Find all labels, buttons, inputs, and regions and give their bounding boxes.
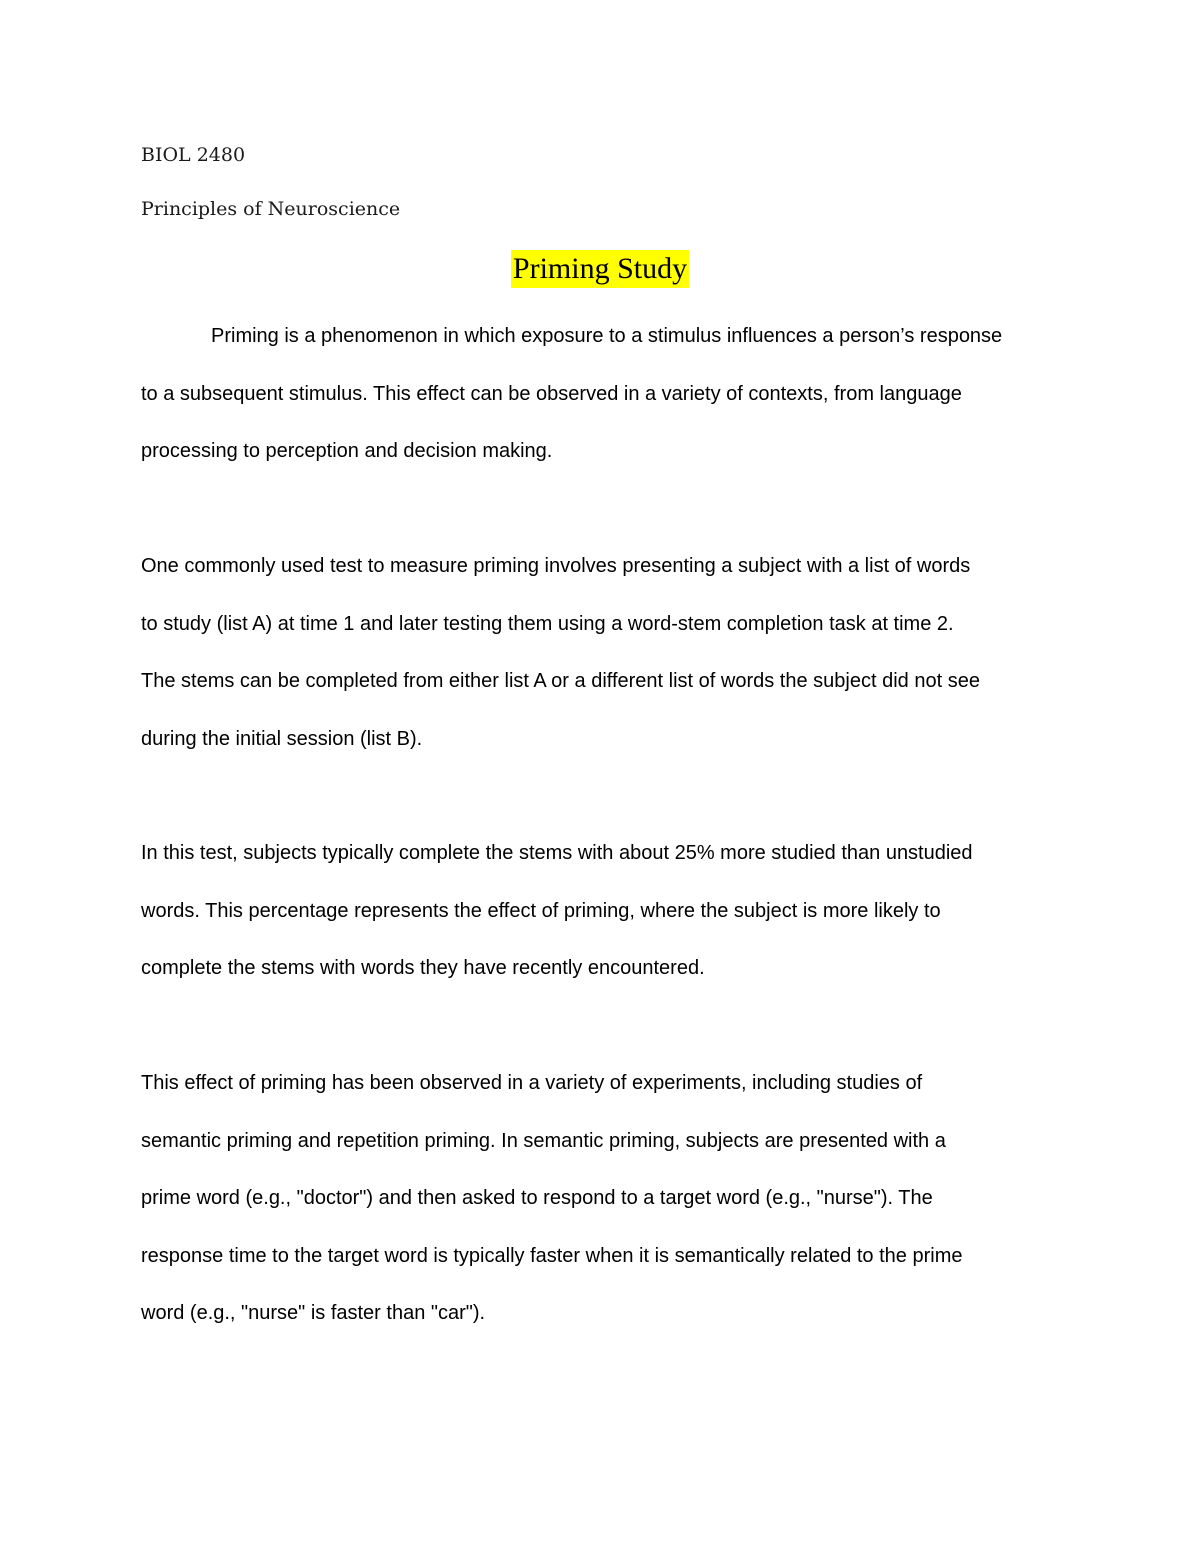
paragraph-line: complete the stems with words they have recently encountered. <box>141 957 705 979</box>
paragraph-line: response time to the target word is typically faster when it is semantically related to the prime <box>141 1244 963 1267</box>
paragraph-line: prime word (e.g., "doctor") and then asked to respond to a target word (e.g., "nurse"). The <box>141 1187 933 1209</box>
paragraph-line: to study (list A) at time 1 and later testing them using a word-stem completion task at time 2. <box>141 612 954 635</box>
paragraph-line: during the initial session (list B). <box>141 727 423 750</box>
paragraph-line: In this test, subjects typically complete the stems with about 25% more studied than unstudied <box>141 842 973 864</box>
paragraph-line: to a subsequent stimulus. This effect can be observed in a variety of contexts, from language <box>141 382 962 405</box>
paragraph <box>141 308 1071 481</box>
course-code: BIOL 2480 <box>141 144 246 166</box>
paragraph-line: Priming is a phenomenon in which exposure to a stimulus influences a person’s response <box>211 325 1003 347</box>
paragraph-line: One commonly used test to measure priming involves presenting a subject with a list of words <box>141 555 971 577</box>
paragraph <box>141 538 1071 768</box>
paragraph-line: words. This percentage represents the effect of priming, where the subject is more likely to <box>141 899 941 922</box>
paragraph <box>141 825 1071 998</box>
paragraph <box>141 1055 1071 1343</box>
course-name: Principles of Neuroscience <box>141 198 401 220</box>
paragraph-line: word (e.g., "nurse" is faster than "car"). <box>141 1302 486 1324</box>
paragraph-line: The stems can be completed from either list A or a different list of words the subject did not see <box>141 670 980 692</box>
paragraph-line: semantic priming and repetition priming. In semantic priming, subjects are presented with a <box>141 1129 946 1152</box>
document-title: Priming Study <box>511 250 689 288</box>
title-container <box>0 250 1200 288</box>
paragraph-line: processing to perception and decision making. <box>141 440 553 462</box>
paragraph-line: This effect of priming has been observed in a variety of experiments, including studies of <box>141 1072 923 1094</box>
